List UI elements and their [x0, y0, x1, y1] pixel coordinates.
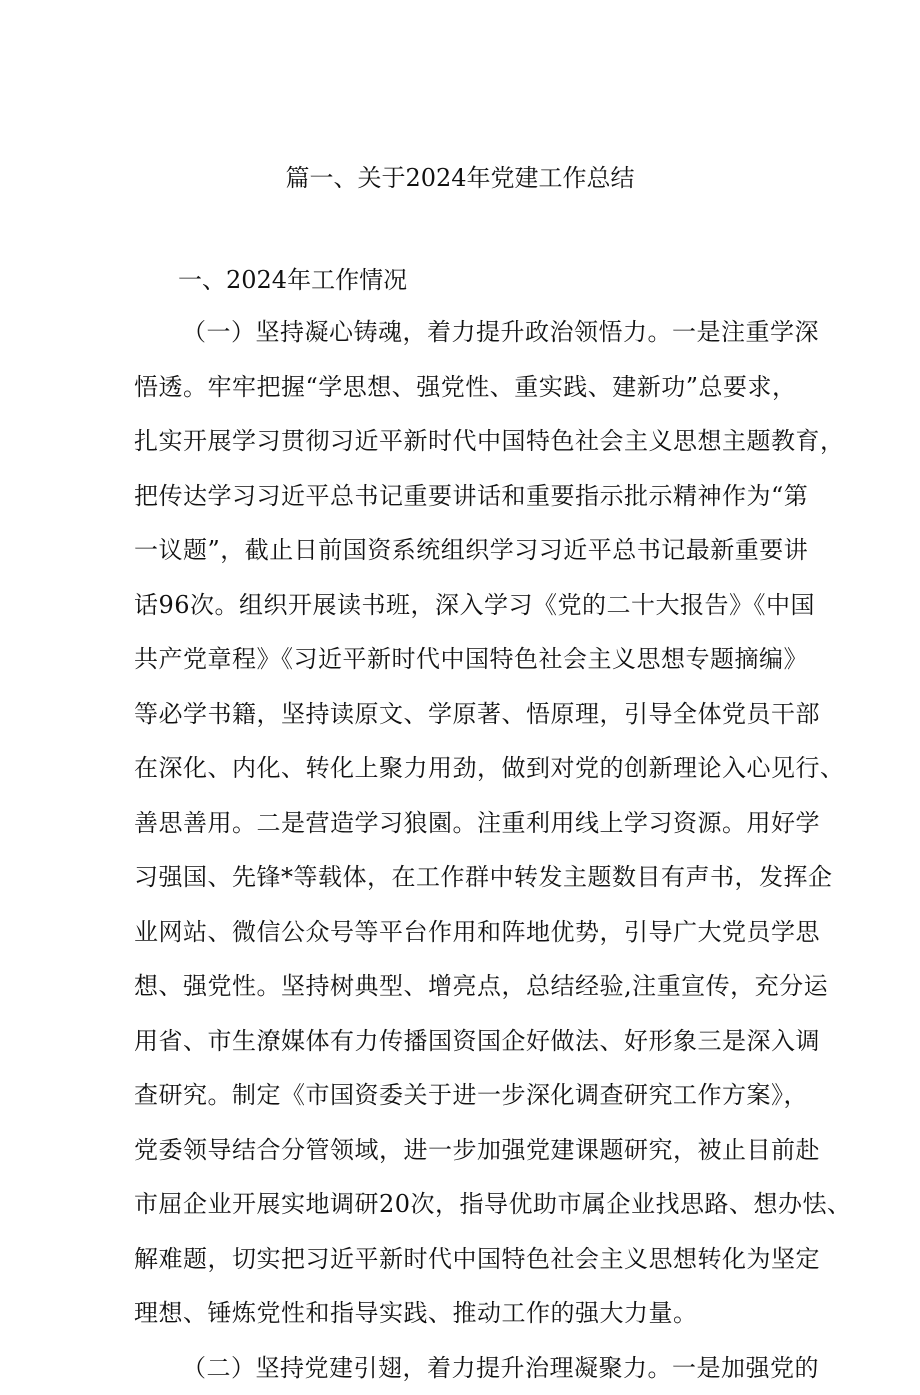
body-text	[134, 305, 794, 1395]
paragraph-line: 在深化、内化、转化上聚力用劲，做到对党的创新理论入心见行、	[134, 741, 794, 796]
paragraph-line: 党委领导结合分管领域，进一步加强党建课题研究，被止目前赴	[134, 1123, 794, 1178]
paragraph-line: 市屈企业开展实地调研20次，指导优助市属企业找思路、想办怯、	[134, 1177, 794, 1232]
paragraph-line: （一）坚持凝心铸魂，着力提升政治领悟力。一是注重学深	[134, 305, 794, 360]
paragraph-line: 解难题，切实把习近平新时代中国特色社会主义思想转化为坚定	[134, 1232, 794, 1287]
paragraph-line: 一议题”，截止日前国资系统组织学习习近平总书记最新重要讲	[134, 523, 794, 578]
paragraph-line: 把传达学习习近平总书记重要讲话和重要指示批示精神作为“第	[134, 469, 794, 524]
paragraph-line: 查研究。制定《市国资委关于进一步深化调查研究工作方案》，	[134, 1068, 794, 1123]
paragraph-line: 话96次。组织开展读书班，深入学习《党的二十大报告》《中国	[134, 578, 794, 633]
document-title: 篇一、关于2024年党建工作总结	[0, 160, 920, 196]
paragraph-line: 共产党章程》《习近平新时代中国特色社会主义思想专题摘编》	[134, 632, 794, 687]
paragraph-line: 理想、锤炼党性和指导实践、推动工作的强大力量。	[134, 1286, 794, 1341]
paragraph-line: 习强国、先锋*等载体，在工作群中转发主题数目有声书，发挥企	[134, 850, 794, 905]
section-heading: 一、2024年工作情况	[178, 262, 407, 298]
paragraph-line: 想、强党性。坚持树典型、增亮点，总结经验,注重宣传，充分运	[134, 959, 794, 1014]
paragraph-line: 善思善用。二是营造学习狼園。注重利用线上学习资源。用好学	[134, 796, 794, 851]
paragraph-line: 悟透。牢牢把握“学思想、强党性、重实践、建新功”总要求，	[134, 360, 794, 415]
paragraph-line: 扎实开展学习贯彻习近平新时代中国特色社会主义思想主题教育，	[134, 414, 794, 469]
paragraph-line: 用省、市生潦媒体有力传播国资国企好做法、好形象三是深入调	[134, 1014, 794, 1069]
paragraph-line: 业网站、微信公众号等平台作用和阵地优势，引导广大党员学思	[134, 905, 794, 960]
paragraph-line: （二）坚持党建引翅，着力提升治理凝聚力。一是加强党的	[134, 1341, 794, 1395]
paragraph-line: 等必学书籍，坚持读原文、学原著、悟原理，引导全体党员干部	[134, 687, 794, 742]
